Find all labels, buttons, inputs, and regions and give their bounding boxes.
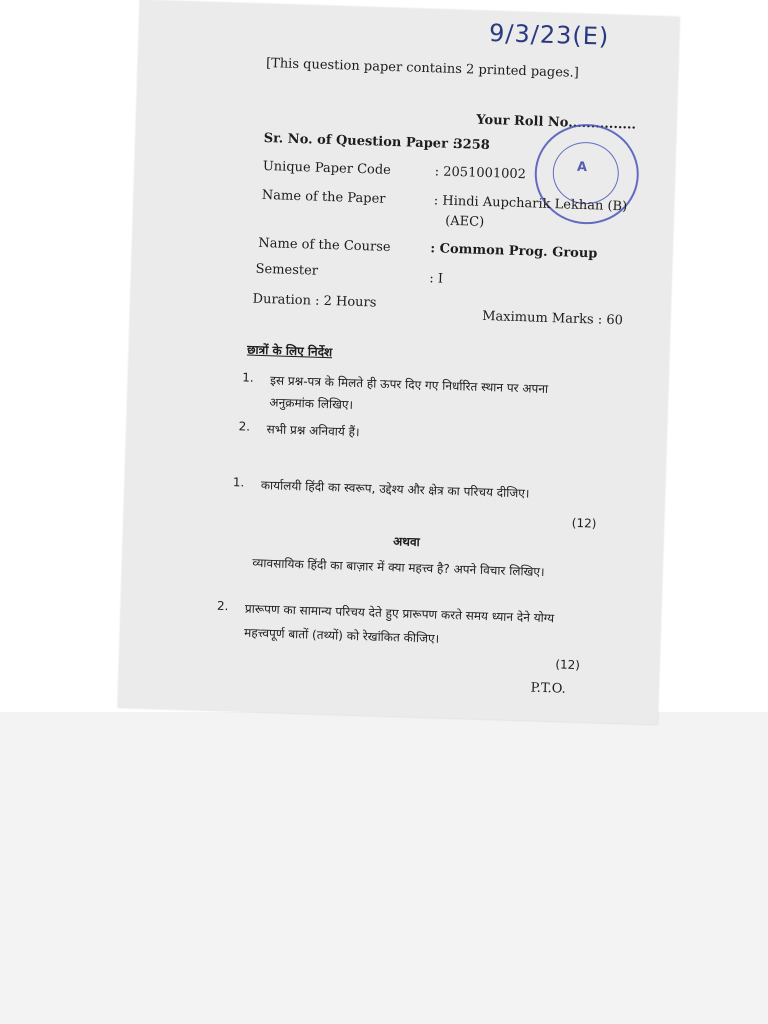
college-stamp: A bbox=[533, 123, 640, 226]
instruction-number: 1. bbox=[241, 370, 254, 385]
question-paper bbox=[118, 0, 680, 725]
or-label: अथवा bbox=[392, 534, 420, 550]
pto-label: P.T.O. bbox=[530, 680, 566, 697]
unique-code-label: Unique Paper Code bbox=[262, 158, 392, 178]
sr-no-label: Sr. No. of Question Paper : bbox=[263, 130, 458, 153]
duration: Duration : 2 Hours bbox=[252, 291, 377, 311]
question-number: 2. bbox=[216, 598, 229, 614]
question-text-continued: महत्त्वपूर्ण बातों (तथ्यों) को रेखांकित कीजिए। bbox=[243, 625, 440, 646]
course-value: : Common Prog. Group bbox=[430, 241, 598, 262]
instruction-text: सभी प्रश्न अनिवार्य हैं। bbox=[266, 422, 360, 440]
sr-no-value: 3258 bbox=[453, 136, 491, 154]
semester-label: Semester bbox=[255, 261, 319, 279]
handwritten-date-note: 9/3/23(E) bbox=[488, 18, 610, 51]
question-text: कार्यालयी हिंदी का स्वरूप, उद्देश्य और क्षेत्र का परिचय दीजिए। bbox=[260, 478, 530, 501]
course-label: Name of the Course bbox=[258, 235, 391, 255]
semester-value: : I bbox=[429, 271, 444, 287]
paper-name-value: : Hindi Aupcharik Lekhan (B) bbox=[433, 193, 628, 215]
maximum-marks: Maximum Marks : 60 bbox=[481, 308, 624, 329]
instruction-text-continued: अनुक्रमांक लिखिए। bbox=[269, 395, 354, 412]
scan-empty-area bbox=[0, 712, 768, 1024]
question-marks: (12) bbox=[555, 657, 581, 673]
pages-notice: [This question paper contains 2 printed pages.] bbox=[265, 55, 580, 81]
question-number: 1. bbox=[232, 475, 245, 490]
paper-name-label: Name of the Paper bbox=[261, 187, 386, 207]
paper-name-value-aec: (AEC) bbox=[444, 213, 485, 230]
question-marks: (12) bbox=[571, 515, 597, 531]
roll-no-label: Your Roll No............... bbox=[476, 112, 637, 133]
instruction-number: 2. bbox=[238, 419, 251, 434]
alternative-question-text: व्यावसायिक हिंदी का बाज़ार में क्या महत्त्व है? अपने विचार लिखिए। bbox=[252, 555, 545, 579]
instructions-heading: छात्रों के लिए निर्देश bbox=[246, 342, 333, 360]
unique-code-value: : 2051001002 bbox=[434, 164, 527, 183]
question-text: प्रारूपण का सामान्य परिचय देते हुए प्रारूपण करते समय ध्यान देने योग्य bbox=[244, 601, 555, 626]
instruction-text: इस प्रश्न-पत्र के मिलते ही ऊपर दिए गए निर्धारित स्थान पर अपना bbox=[269, 373, 549, 397]
